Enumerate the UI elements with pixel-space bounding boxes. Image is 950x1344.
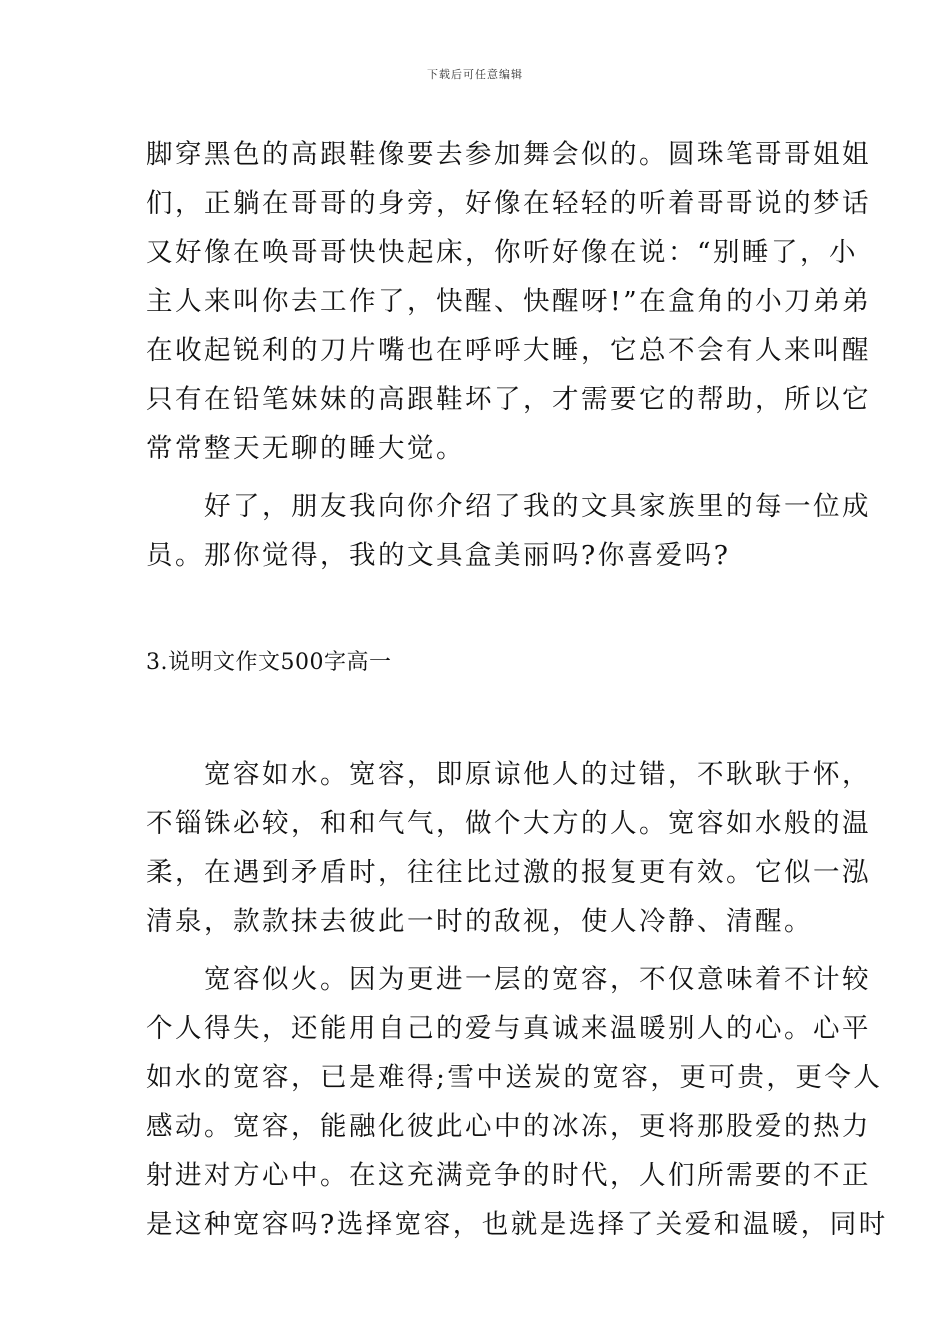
text-line: 们，正躺在哥哥的身旁，好像在轻轻的听着哥哥说的梦话 bbox=[146, 188, 871, 219]
text-line: 宽容如水。宽容，即原谅他人的过错，不耿耿于怀， bbox=[204, 759, 871, 790]
text-line: 主人来叫你去工作了，快醒、快醒呀!”在盒角的小刀弟弟 bbox=[146, 286, 872, 317]
text-line: 只有在铅笔妹妹的高跟鞋坏了，才需要它的帮助，所以它 bbox=[146, 384, 871, 415]
section-heading: 3.说明文作文500字高一 bbox=[146, 650, 392, 675]
text-line: 如水的宽容，已是难得;雪中送炭的宽容，更可贵，更令人 bbox=[146, 1062, 883, 1093]
text-line: 员。那你觉得，我的文具盒美丽吗?你喜爱吗? bbox=[146, 540, 731, 571]
text-line: 清泉，款款抹去彼此一时的敌视，使人冷静、清醒。 bbox=[146, 906, 813, 937]
text-line: 又好像在唤哥哥快快起床，你听好像在说：“别睡了，小 bbox=[146, 237, 859, 268]
text-line: 常常整天无聊的睡大觉。 bbox=[146, 433, 465, 464]
paragraph-tolerance-fire bbox=[146, 955, 888, 1249]
text-line: 好了，朋友我向你介绍了我的文具家族里的每一位成 bbox=[204, 491, 871, 522]
text-line: 感动。宽容，能融化彼此心中的冰冻，更将那股爱的热力 bbox=[146, 1111, 871, 1142]
text-line: 是这种宽容吗?选择宽容，也就是选择了关爱和温暖，同时 bbox=[146, 1209, 888, 1240]
text-line: 在收起锐利的刀片嘴也在呼呼大睡，它总不会有人来叫醒 bbox=[146, 335, 871, 366]
page-header: 下载后可任意编辑 bbox=[427, 68, 523, 81]
text-line: 脚穿黑色的高跟鞋像要去参加舞会似的。圆珠笔哥哥姐姐 bbox=[146, 139, 871, 170]
text-line: 柔，在遇到矛盾时，往往比过激的报复更有效。它似一泓 bbox=[146, 857, 871, 888]
text-line: 射进对方心中。在这充满竞争的时代，人们所需要的不正 bbox=[146, 1160, 871, 1191]
text-line: 个人得失，还能用自己的爱与真诚来温暖别人的心。心平 bbox=[146, 1013, 871, 1044]
paragraph-stationery-continued bbox=[146, 130, 872, 473]
text-line: 不锱铢必较，和和气气，做个大方的人。宽容如水般的温 bbox=[146, 808, 871, 839]
text-line: 宽容似火。因为更进一层的宽容，不仅意味着不计较 bbox=[204, 964, 871, 995]
paragraph-tolerance-water bbox=[146, 750, 871, 946]
paragraph-closing bbox=[146, 482, 871, 580]
document-body bbox=[146, 130, 888, 1249]
